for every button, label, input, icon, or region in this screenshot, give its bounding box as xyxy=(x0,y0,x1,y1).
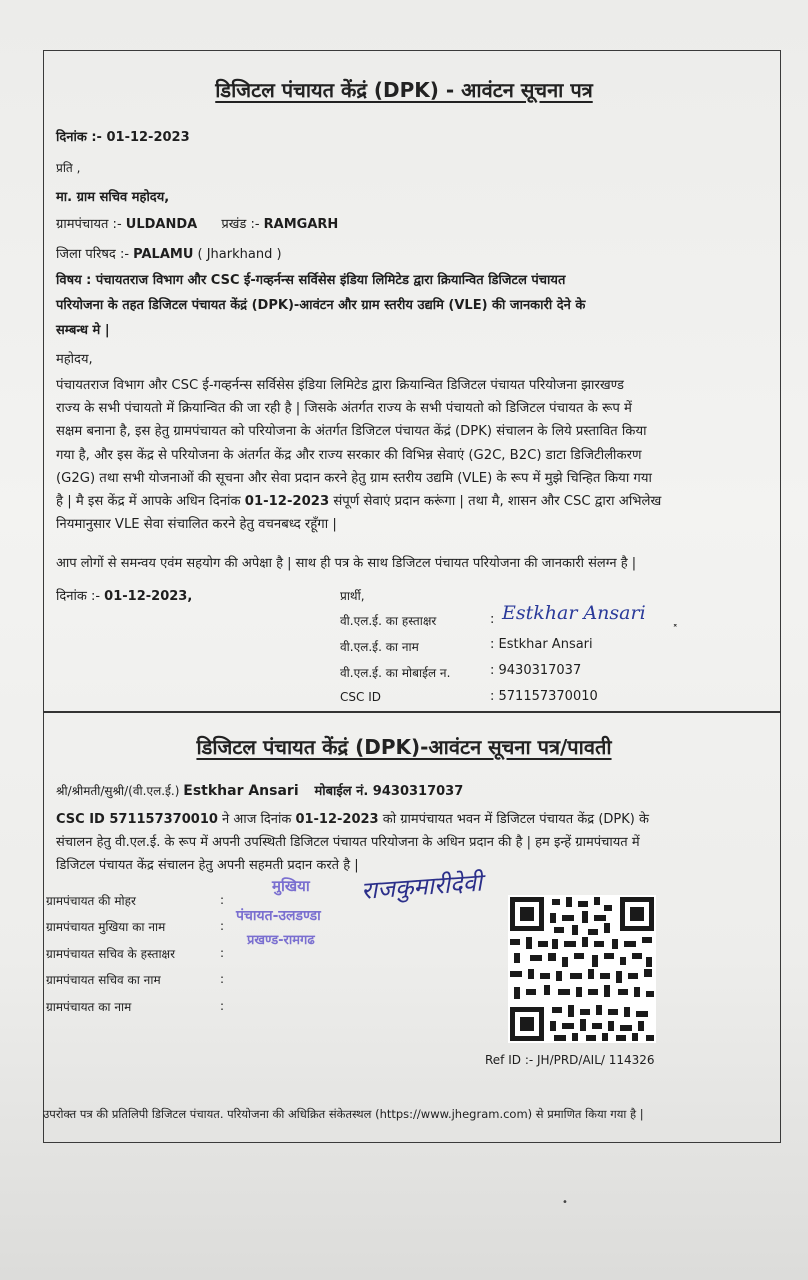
block-label: प्रखंड :- xyxy=(221,217,264,232)
stamp-mukhiya: मुखिया xyxy=(272,877,310,895)
vle-mobile: मोबाईल नं. 9430317037 xyxy=(314,784,464,799)
receipt-csc-id: CSC ID 571157370010 xyxy=(56,812,218,827)
body-line: नियमानुसार VLE सेवा संचालित करने हेतु वचनबध्द रहूँगा | xyxy=(56,517,337,533)
receipt-line: संचालन हेतु वी.एल.ई. के रूप में अपनी उपस्थिती डिजिटल पंचायत परियोजना के अधिन प्रदान की है | हम इन्हें ग्रामपंचायत में xyxy=(56,835,640,851)
subject xyxy=(56,268,768,343)
receipt-date: 01-12-2023 xyxy=(295,812,379,827)
body-line-rest: संपूर्ण सेवाएं प्रदान करूंगा | तथा मै, शासन और CSC द्वारा अभिलेख xyxy=(329,494,662,510)
sig-label: वी.एल.ई. का हस्ताक्षर xyxy=(340,614,437,628)
field-colon: : xyxy=(220,999,225,1013)
ref-id: Ref ID :- JH/PRD/AIL/ 114326 xyxy=(485,1053,655,1067)
field-colon: : xyxy=(220,972,225,986)
stamp-panchayat: पंचायत-उलडण्डा xyxy=(236,908,321,924)
field-colon: : xyxy=(220,893,225,907)
prarthi: प्रार्थी, xyxy=(340,589,365,603)
subject-line: परियोजना के तहत डिजिटल पंचायत केंद्रं (DPK)-आवंटन और ग्राम स्तरीय उद्यमि (VLE) की जानकारी देने के xyxy=(56,298,586,313)
vle-prefix: श्री/श्रीमती/सुश्री/(वी.एल.ई.) xyxy=(56,784,184,798)
field-label-seal: ग्रामपंचायत की मोहर xyxy=(46,894,136,908)
field-label-gp-name: ग्रामपंचायत का नाम xyxy=(46,1000,132,1014)
mobile-value: : 9430317037 xyxy=(490,663,582,678)
receipt-title: डिजिटल पंचायत केंद्रं (DPK)-आवंटन सूचना पत्र/पावती xyxy=(196,735,612,759)
pen-dot: • xyxy=(562,1197,568,1208)
cscid-value: : 571157370010 xyxy=(490,689,598,704)
field-label-secretary-name: ग्रामपंचायत सचिव का नाम xyxy=(46,973,161,987)
body-line: गया है, और इस केंद्र से परियोजना के अंतर्गत केंद्र और राज्य सरकार की विभिन्न सेवाएं (G2C, B2C) डाटा डिजिटीलीकरण xyxy=(56,447,642,463)
receipt-line xyxy=(56,808,768,831)
receipt-line: डिजिटल पंचायत केंद्र संचालन हेतु अपनी सहमती प्रदान करते है | xyxy=(56,858,359,874)
field-label-mukhiya-name: ग्रामपंचायत मुखिया का नाम xyxy=(46,920,166,934)
qr-code xyxy=(508,895,656,1043)
gp-value: ULDANDA xyxy=(125,217,198,232)
vle-line xyxy=(56,781,463,799)
section-divider xyxy=(43,711,781,713)
subject-line: विषय : पंचायतराज विभाग और CSC ई-गव्हर्नन्स सर्विसेस इंडिया लिमिटेड द्वारा क्रियान्वित डिजिटल पंचायत xyxy=(56,273,566,288)
vle-signature: Estkhar Ansari xyxy=(502,602,646,624)
body-date: 01-12-2023 xyxy=(244,494,330,510)
block-value: RAMGARH xyxy=(263,217,339,232)
name-label: वी.एल.ई. का नाम xyxy=(340,640,419,654)
district-value: PALAMU xyxy=(133,247,194,262)
body-line xyxy=(56,490,768,513)
addressee: मा. ग्राम सचिव महोदय, xyxy=(56,190,170,205)
qr-code-graphic xyxy=(508,895,656,1043)
sig-colon: : xyxy=(490,612,495,627)
closing-line: आप लोगों से समन्वय एवंम सहयोग की अपेक्षा है | साथ ही पत्र के साथ डिजिटल पंचायत परियोजना की जानकारी संलग्न है | xyxy=(56,556,637,571)
salutation: महोदय, xyxy=(56,352,93,367)
body-line: राज्य के सभी पंचायतो में क्रियान्वित की जा रही है | जिसके अंतर्गत राज्य के सभी पंचायतो को डिजिटल पंचायत के रूप में xyxy=(56,401,632,417)
gp-label: ग्रामपंचायत :- xyxy=(56,217,126,232)
mukhiya-signature: राजकुमारीदेवी xyxy=(360,868,484,905)
gp-block-line xyxy=(56,214,338,232)
district-label: जिला परिषद :- xyxy=(56,247,134,262)
mobile-label: वी.एल.ई. का मोबाईल न. xyxy=(340,666,451,680)
field-colon: : xyxy=(220,946,225,960)
prati-text: प्रति , xyxy=(56,161,81,175)
letter-title: डिजिटल पंचायत केंद्रं (DPK) - आवंटन सूचना पत्र xyxy=(215,78,593,102)
receipt-paragraph xyxy=(56,808,768,878)
subject-line: सम्बन्ध मे | xyxy=(56,323,110,338)
state-value: ( Jharkhand ) xyxy=(193,247,282,262)
pen-mark: ˟ xyxy=(672,624,679,639)
field-label-secretary-sign: ग्रामपंचायत सचिव के हस्ताक्षर xyxy=(46,947,176,961)
body-line: पंचायतराज विभाग और CSC ई-गव्हर्नन्स सर्विसेस इंडिया लिमिटेड द्वारा क्रियान्वित डिजिटल पंचायत परियोजना झारखण्ड xyxy=(56,378,624,393)
receipt-line1-mid: ने आज दिनांक xyxy=(217,812,296,827)
sign-date-value: 01-12-2023, xyxy=(104,589,193,604)
stamp-block: प्रखण्ड-रामगढ xyxy=(247,933,315,948)
body-line-start: है | मै इस केंद्र में आपके अधिन दिनांक xyxy=(56,494,245,510)
receipt-line1-rest: को ग्रामपंचायत भवन में डिजिटल पंचायत केंद्र (DPK) के xyxy=(378,812,649,827)
cscid-label: CSC ID xyxy=(340,690,381,704)
body-paragraph xyxy=(56,374,768,536)
body-line: (G2G) तथा सभी योजनाओं की सूचना और सेवा प्रदान करने हेतु ग्राम स्तरीय उद्यमि (VLE) के रूप में मुझे चिन्हित किया गया xyxy=(56,470,652,486)
vle-name: Estkhar Ansari xyxy=(183,783,299,799)
body-line: सक्षम बनाना है, इस हेतु ग्रामपंचायत को परियोजना के अंतर्गत डिजिटल पंचायत केंद्रं (DPK) संचालन के लिये प्रस्तावित किया xyxy=(56,424,647,440)
name-value: : Estkhar Ansari xyxy=(490,637,593,652)
sign-date xyxy=(56,586,192,604)
footer-note: उपरोक्त पत्र की प्रतिलिपी डिजिटल पंचायत. परियोजना की अधिक्रित संकेतस्थल (https://www.jhegram.com) से प्रमाणित किया गया है | xyxy=(43,1107,644,1121)
district-line xyxy=(56,244,282,262)
field-colon: : xyxy=(220,919,225,933)
sign-date-label: दिनांक :- xyxy=(56,589,105,604)
letter-date: दिनांक :- 01-12-2023 xyxy=(56,130,190,145)
